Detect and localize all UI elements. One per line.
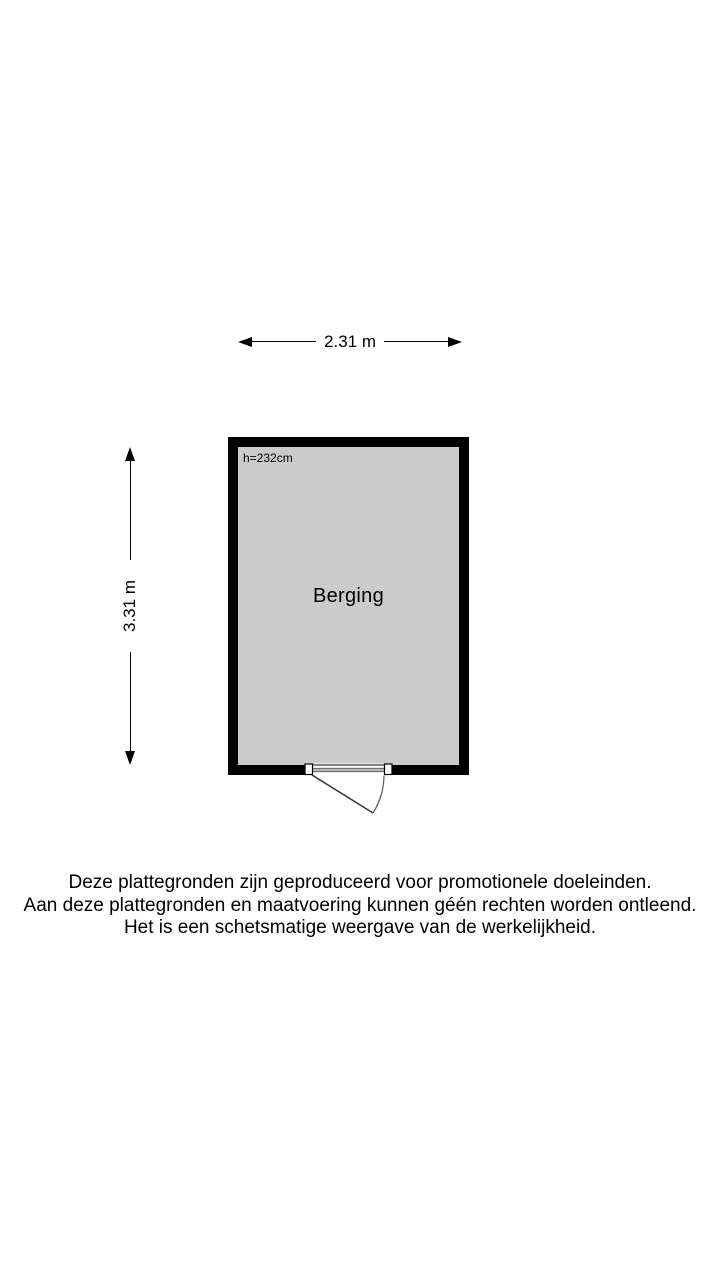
- disclaimer-text: [0, 872, 720, 940]
- disclaimer-line-1: Deze plattegronden zijn geproduceerd voor promotionele doeleinden.: [68, 872, 652, 893]
- disclaimer-line-2: Aan deze plattegronden en maatvoering kunnen géén rechten worden ontleend.: [23, 894, 697, 916]
- door-jamb-right: [385, 764, 393, 775]
- arrowhead-right-icon: [448, 337, 462, 347]
- dimension-line: [130, 652, 131, 751]
- ceiling-height-label: h=232cm: [243, 451, 293, 465]
- arrowhead-up-icon: [125, 447, 135, 461]
- width-dimension-label: 2.31 m: [324, 332, 376, 351]
- door-swing-arc: [373, 776, 384, 814]
- door-jamb-left: [305, 764, 313, 775]
- dimension-line: [252, 341, 316, 342]
- height-dimension-label: 3.31 m: [120, 580, 139, 632]
- door-swing-icon: [295, 758, 405, 820]
- width-dimension: [238, 331, 462, 352]
- disclaimer-line-3: Het is een schetsmatige weergave van de werkelijkheid.: [123, 917, 597, 938]
- door-leaf: [312, 775, 373, 813]
- height-dimension: [120, 447, 140, 765]
- room-berging: [228, 437, 469, 775]
- arrowhead-left-icon: [238, 337, 252, 347]
- dimension-line: [384, 341, 448, 342]
- dimension-line: [130, 461, 131, 560]
- height-dimension-label-box: [120, 560, 140, 652]
- room-name-label: Berging: [312, 585, 385, 607]
- arrowhead-down-icon: [125, 751, 135, 765]
